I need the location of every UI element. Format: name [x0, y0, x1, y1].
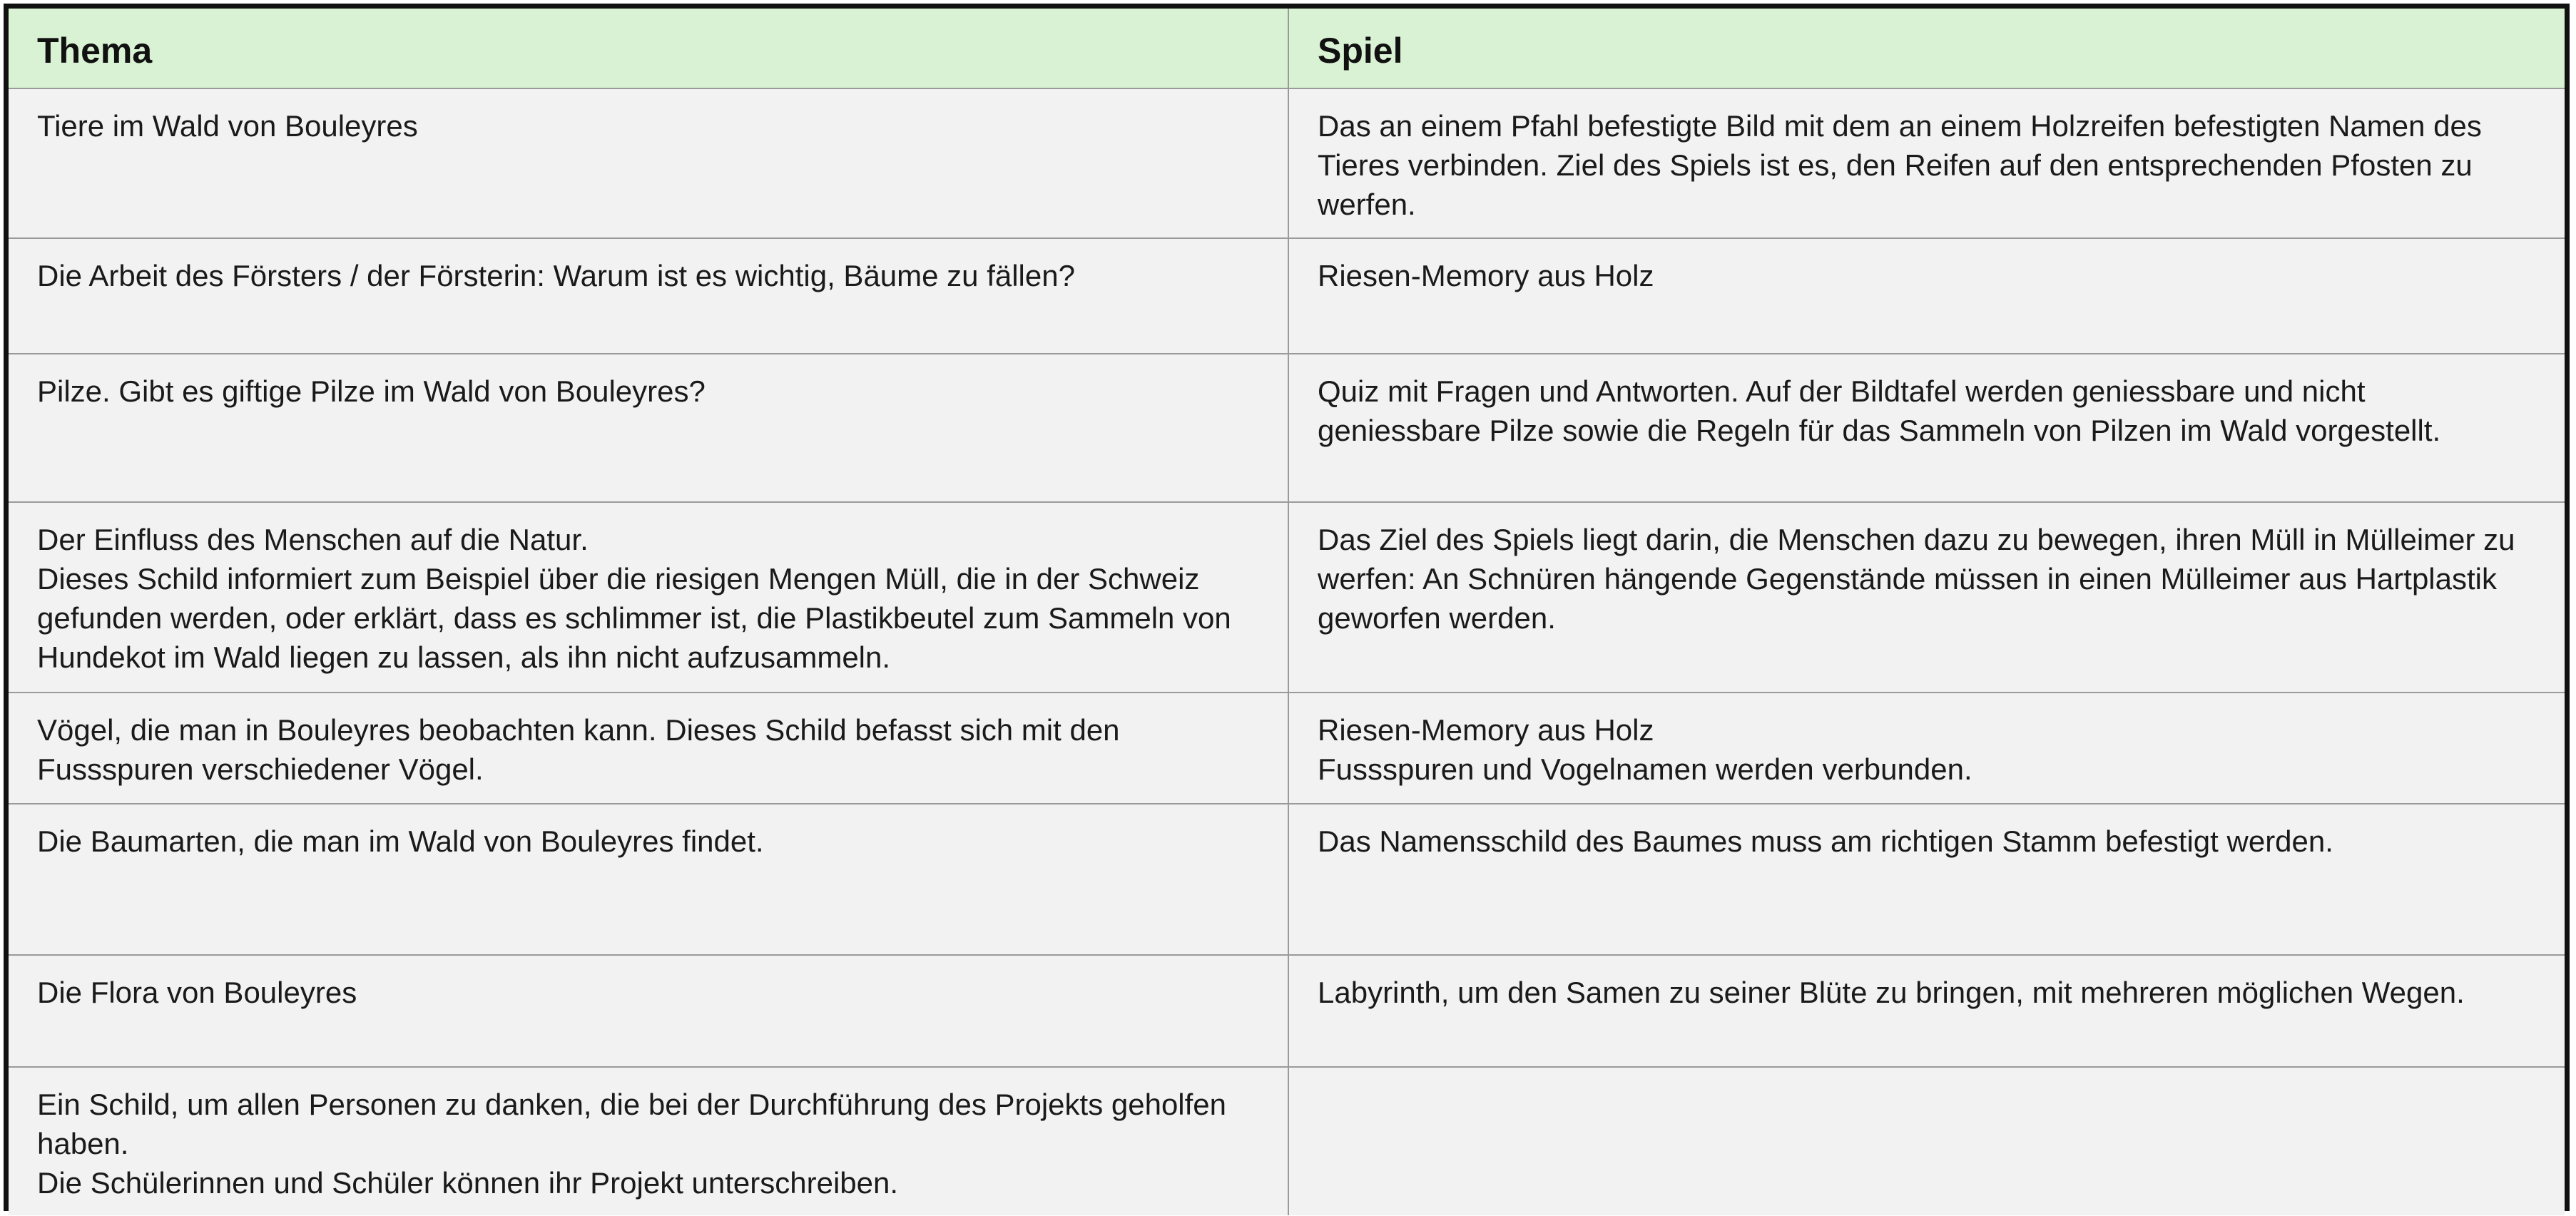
thema-text: Die Arbeit des Försters / der Försterin: Warum ist es wichtig, Bäume zu fällen? — [37, 259, 1075, 292]
spiel-text: Das an einem Pfahl befestigte Bild mit dem an einem Holzreifen befestigten Namen des Tieres verbinden. Ziel des Spiels ist es, den Reifen auf den entsprechenden Pfosten zu werfen. — [1318, 109, 2482, 221]
thema-cell — [9, 1067, 1288, 1215]
spiel-text: Riesen-Memory aus Holz — [1318, 259, 1654, 292]
thema-text: Ein Schild, um allen Personen zu danken, die bei der Durchführung des Projekts geholfen haben. — [37, 1088, 1227, 1160]
table-row — [9, 693, 2565, 804]
spiel-cell — [1288, 693, 2565, 804]
table-row — [9, 804, 2565, 955]
table-row — [9, 238, 2565, 354]
column-header-thema: Thema — [9, 9, 1288, 88]
spiel-cell — [1288, 354, 2565, 502]
column-header-spiel: Spiel — [1288, 9, 2565, 88]
spiel-cell — [1288, 502, 2565, 693]
thema-cell — [9, 354, 1288, 502]
thema-text: Der Einfluss des Menschen auf die Natur. — [37, 523, 589, 556]
thema-text-detail: Dieses Schild informiert zum Beispiel über die riesigen Mengen Müll, die in der Schweiz gefunden werden, oder erklärt, dass es schlimmer ist, die Plastikbeutel zum Sammeln von Hundekot im Wald liegen zu lassen, als ihn nicht aufzusammeln. — [37, 562, 1231, 674]
thema-cell — [9, 238, 1288, 354]
themen-spiel-table-frame — [4, 4, 2570, 1211]
spiel-cell — [1288, 238, 2565, 354]
spiel-cell — [1288, 88, 2565, 238]
thema-text: Pilze. Gibt es giftige Pilze im Wald von Bouleyres? — [37, 374, 706, 408]
spiel-cell — [1288, 804, 2565, 955]
table-header-row — [9, 9, 2565, 88]
spiel-text: Riesen-Memory aus Holz — [1318, 713, 1654, 747]
thema-cell — [9, 804, 1288, 955]
table-row — [9, 354, 2565, 502]
spiel-text: Das Namensschild des Baumes muss am richtigen Stamm befestigt werden. — [1318, 824, 2333, 858]
spiel-text: Labyrinth, um den Samen zu seiner Blüte zu bringen, mit mehreren möglichen Wegen. — [1318, 976, 2465, 1009]
spiel-cell — [1288, 1067, 2565, 1215]
thema-cell — [9, 693, 1288, 804]
spiel-text: Quiz mit Fragen und Antworten. Auf der Bildtafel werden geniessbare und nicht geniessbare Pilze sowie die Regeln für das Sammeln von Pilzen im Wald vorgestellt. — [1318, 374, 2441, 447]
thema-text-detail: Die Schülerinnen und Schüler können ihr Projekt unterschreiben. — [37, 1166, 899, 1200]
spiel-text: Das Ziel des Spiels liegt darin, die Menschen dazu zu bewegen, ihren Müll in Mülleimer zu werfen: An Schnüren hängende Gegenstände müssen in einen Mülleimer aus Hartplastik geworfen werden. — [1318, 523, 2515, 635]
thema-cell — [9, 502, 1288, 693]
thema-cell — [9, 955, 1288, 1067]
thema-text: Die Flora von Bouleyres — [37, 976, 357, 1009]
table-row — [9, 955, 2565, 1067]
table-row — [9, 502, 2565, 693]
thema-text: Tiere im Wald von Bouleyres — [37, 109, 418, 143]
thema-text: Die Baumarten, die man im Wald von Bouleyres findet. — [37, 824, 764, 858]
themen-spiel-table — [9, 9, 2565, 1215]
table-row — [9, 1067, 2565, 1215]
table-row — [9, 88, 2565, 238]
thema-text: Vögel, die man in Bouleyres beobachten kann. Dieses Schild befasst sich mit den Fussspuren verschiedener Vögel. — [37, 713, 1120, 786]
thema-cell — [9, 88, 1288, 238]
spiel-text-detail: Fussspuren und Vogelnamen werden verbunden. — [1318, 752, 1972, 786]
spiel-cell — [1288, 955, 2565, 1067]
